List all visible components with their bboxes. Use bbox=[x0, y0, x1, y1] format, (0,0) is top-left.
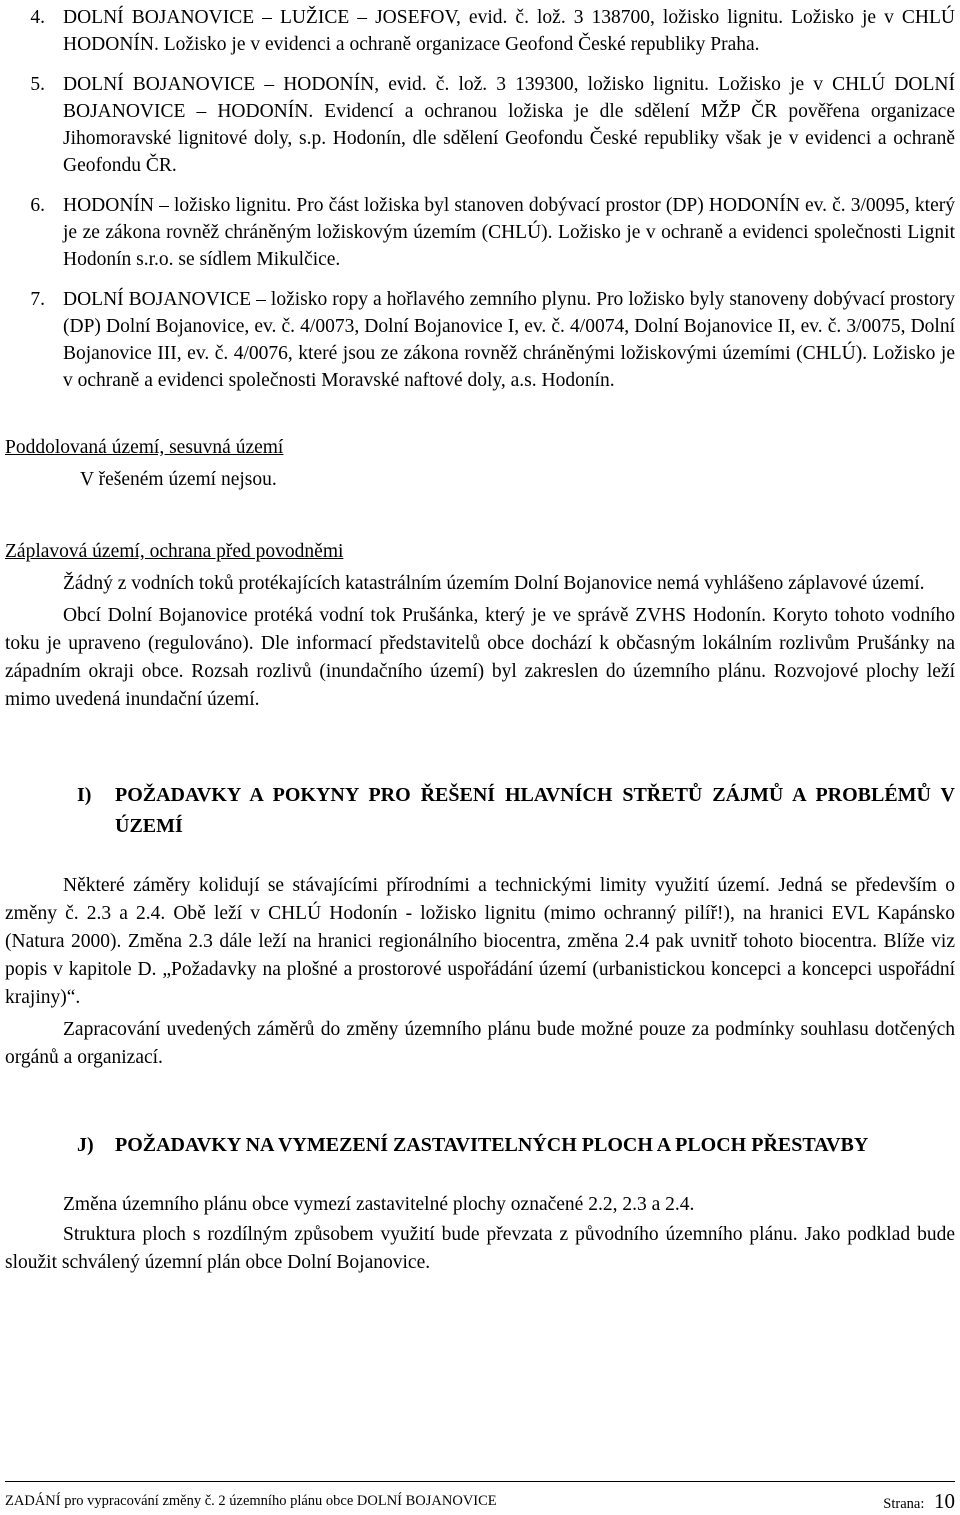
list-item-number: 7. bbox=[30, 289, 45, 310]
section-title: POŽADAVKY A POKYNY PRO ŘEŠENÍ HLAVNÍCH STŘETŮ ZÁJMŮ A PROBLÉMŮ V ÚZEMÍ bbox=[115, 784, 955, 837]
section-heading-zaplavova: Záplavová území, ochrana před povodněmi bbox=[5, 541, 344, 562]
list-item bbox=[5, 4, 955, 58]
deposit-list bbox=[5, 4, 955, 394]
paragraph: Změna územního plánu obce vymezí zastavitelné plochy označené 2.2, 2.3 a 2.4. bbox=[63, 1194, 695, 1215]
paragraph: Některé záměry kolidují se stávajícími přírodními a technickými limity využití území. Jedná se především o změny č. 2.3 a 2.4. Obě leží v CHLÚ Hodonín - ložisko lignitu (mimo ochranný pilíř!), na hranici EVL Kapánsko (Natura 2000). Změna 2.3 dále leží na hranici regionálního biocentra, změna 2.4 pak uvnitř tohoto biocentra. Blíže viz popis v kapitole D. „Požadavky na plošné a prostorové uspořádání území (urbanistickou koncepci a koncepci uspořádní krajiny)“. bbox=[5, 875, 955, 1008]
list-item bbox=[5, 71, 955, 179]
list-item bbox=[5, 286, 955, 394]
list-item-text: DOLNÍ BOJANOVICE – ložisko ropy a hořlavého zemního plynu. Pro ložisko byly stanoveny dobývací prostory (DP) Dolní Bojanovice, ev. č. 4/0073, Dolní Bojanovice I, ev. č. 4/0074, Dolní Bojanovice II, ev. č. 3/0075, Dolní Bojanovice III, ev. č. 4/0076, které jsou ze zákona rovněž chráněnými ložiskovými územími (CHLÚ). Ložisko je v ochraně a evidenci společnosti Moravské naftové doly, a.s. Hodonín. bbox=[63, 289, 955, 391]
paragraph: Obcí Dolní Bojanovice protéká vodní tok Prušánka, který je ve správě ZVHS Hodonín. Koryto tohoto vodního toku je upraveno (regulováno). Dle informací představitelů obce dochází k občasným lokálním rozlivům Prušánky na západním okraji obce. Rozsah rozlivů (inundačního území) byl zakreslen do územního plánu. Rozvojové plochy leží mimo uvedená inundační území. bbox=[5, 605, 955, 710]
list-item-text: HODONÍN – ložisko lignitu. Pro část ložiska byl stanoven dobývací prostor (DP) HODONÍN ev. č. 3/0095, který je ze zákona rovněž chráněným ložiskovým územím (CHLÚ). Ložisko je v ochraně a evidenci společnosti Lignit Hodonín s.r.o. se sídlem Mikulčice. bbox=[63, 195, 955, 270]
page-label: Strana: bbox=[883, 1496, 925, 1512]
page-number: 10 bbox=[934, 1489, 955, 1513]
list-item-number: 4. bbox=[30, 7, 45, 28]
section-title: POŽADAVKY NA VYMEZENÍ ZASTAVITELNÝCH PLOCH A PLOCH PŘESTAVBY bbox=[115, 1134, 869, 1156]
paragraph: V řešeném území nejsou. bbox=[80, 469, 277, 490]
page-footer bbox=[5, 1481, 955, 1514]
list-item-number: 6. bbox=[30, 195, 45, 216]
list-item-number: 5. bbox=[30, 74, 45, 95]
section-heading-j bbox=[5, 1130, 955, 1161]
section-number: J) bbox=[77, 1134, 94, 1156]
list-item-text: DOLNÍ BOJANOVICE – HODONÍN, evid. č. lož. 3 139300, ložisko lignitu. Ložisko je v CHLÚ DOLNÍ BOJANOVICE – HODONÍN. Evidencí a ochranou ložiska je dle sdělení MŽP ČR pověřena organizace Jihomoravské lignitové doly, s.p. Hodonín, dle sdělení Geofondu České republiky však je v evidenci a ochraně Geofondu ČR. bbox=[63, 74, 955, 176]
section-number: I) bbox=[77, 784, 92, 806]
paragraph: Žádný z vodních toků protékajících katastrálním územím Dolní Bojanovice nemá vyhlášeno záplavové území. bbox=[63, 573, 925, 594]
list-item bbox=[5, 192, 955, 273]
footer-title: ZADÁNÍ pro vypracování změny č. 2 územního plánu obce DOLNÍ BOJANOVICE bbox=[5, 1493, 497, 1509]
document-page bbox=[5, 0, 955, 1277]
section-heading-i bbox=[5, 780, 955, 842]
section-heading-poddolovana: Poddolovaná území, sesuvná území bbox=[5, 437, 284, 458]
paragraph: Zapracování uvedených záměrů do změny územního plánu bude možné pouze za podmínky souhlasu dotčených orgánů a organizací. bbox=[5, 1019, 955, 1068]
list-item-text: DOLNÍ BOJANOVICE – LUŽICE – JOSEFOV, evid. č. lož. 3 138700, ložisko lignitu. Ložisko je v CHLÚ HODONÍN. Ložisko je v evidenci a ochraně organizace Geofond České republiky Praha. bbox=[63, 7, 955, 55]
footer-page bbox=[883, 1490, 955, 1515]
paragraph: Struktura ploch s rozdílným způsobem využití bude převzata z původního územního plánu. Jako podklad bude sloužit schválený územní plán obce Dolní Bojanovice. bbox=[5, 1224, 955, 1273]
